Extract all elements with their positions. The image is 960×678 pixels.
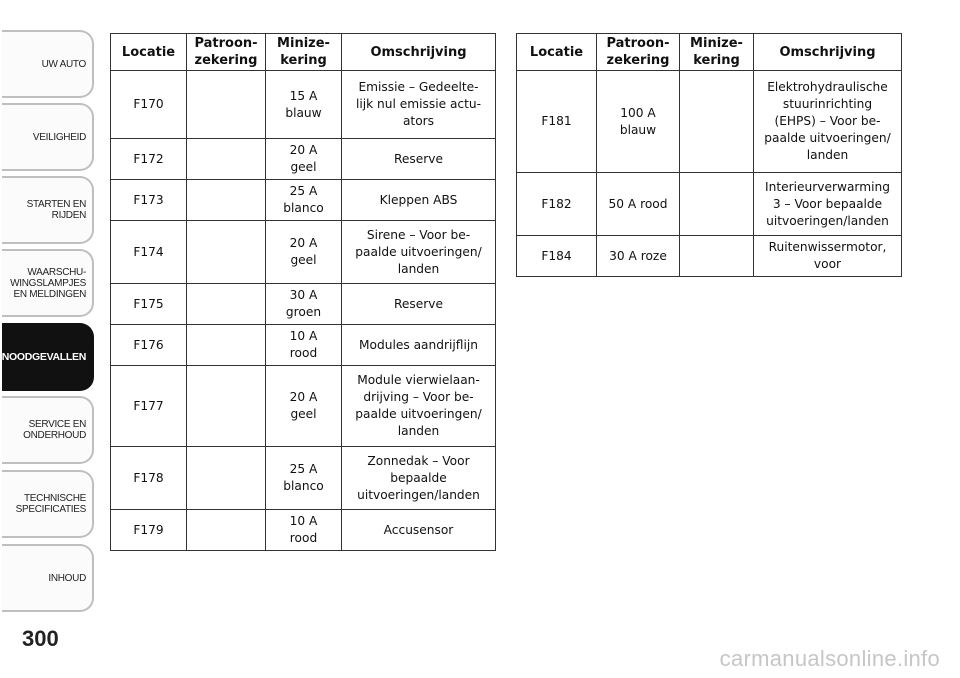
cell-minizekering: 25 A blanco	[266, 180, 342, 221]
cell-minizekering	[680, 71, 754, 173]
cell-patroonzekering	[187, 447, 266, 510]
cell-patroonzekering	[187, 325, 266, 366]
table-row	[111, 221, 496, 284]
cell-patroonzekering	[187, 366, 266, 447]
col-header-omschrijving: Omschrijving	[754, 34, 902, 71]
cell-omschrijving: Sirene – Voor be- paalde uitvoeringen/ landen	[342, 221, 496, 284]
cell-minizekering	[680, 236, 754, 277]
cell-omschrijving: Zonnedak – Voor bepaalde uitvoeringen/landen	[342, 447, 496, 510]
table-row	[111, 447, 496, 510]
table-row	[111, 284, 496, 325]
cell-locatie: F175	[111, 284, 187, 325]
cell-minizekering: 25 A blanco	[266, 447, 342, 510]
col-header-minizekering: Minize- kering	[266, 34, 342, 71]
col-header-minizekering: Minize- kering	[680, 34, 754, 71]
cell-locatie: F181	[517, 71, 597, 173]
cell-locatie: F172	[111, 139, 187, 180]
col-header-patroonzekering: Patroon- zekering	[597, 34, 680, 71]
cell-omschrijving: Emissie – Gedeelte- lijk nul emissie actu- ators	[342, 71, 496, 139]
cell-patroonzekering: 30 A roze	[597, 236, 680, 277]
cell-patroonzekering	[187, 139, 266, 180]
table-header-row	[111, 34, 496, 71]
chapter-tab-5[interactable]: SERVICE EN ONDERHOUD	[2, 396, 94, 464]
cell-omschrijving: Kleppen ABS	[342, 180, 496, 221]
cell-minizekering: 20 A geel	[266, 221, 342, 284]
cell-omschrijving: Reserve	[342, 139, 496, 180]
cell-locatie: F173	[111, 180, 187, 221]
watermark: carmanualsonline.info	[719, 646, 940, 671]
cell-minizekering: 10 A rood	[266, 510, 342, 551]
chapter-tab-6[interactable]: TECHNISCHE SPECIFICATIES	[2, 470, 94, 538]
chapter-tab-3[interactable]: WAARSCHU- WINGSLAMPJES EN MELDINGEN	[2, 249, 94, 317]
cell-minizekering: 20 A geel	[266, 366, 342, 447]
cell-locatie: F179	[111, 510, 187, 551]
cell-patroonzekering	[187, 71, 266, 139]
chapter-tab-7[interactable]: INHOUD	[2, 544, 94, 612]
col-header-patroonzekering: Patroon- zekering	[187, 34, 266, 71]
cell-patroonzekering	[187, 284, 266, 325]
cell-minizekering: 20 A geel	[266, 139, 342, 180]
cell-omschrijving: Modules aandrijflijn	[342, 325, 496, 366]
cell-minizekering	[680, 173, 754, 236]
chapter-tab-2[interactable]: STARTEN EN RIJDEN	[2, 176, 94, 244]
cell-locatie: F178	[111, 447, 187, 510]
col-header-locatie: Locatie	[111, 34, 187, 71]
cell-omschrijving: Interieurverwarming 3 – Voor bepaalde uitvoeringen/landen	[754, 173, 902, 236]
fuse-table-right	[516, 33, 902, 277]
cell-minizekering: 30 A groen	[266, 284, 342, 325]
cell-patroonzekering	[187, 180, 266, 221]
cell-patroonzekering	[187, 510, 266, 551]
cell-locatie: F177	[111, 366, 187, 447]
table-row	[517, 71, 902, 173]
table-row	[111, 139, 496, 180]
cell-patroonzekering: 50 A rood	[597, 173, 680, 236]
cell-omschrijving: Elektrohydraulische stuurinrichting (EHPS) – Voor be- paalde uitvoeringen/ landen	[754, 71, 902, 173]
cell-omschrijving: Accusensor	[342, 510, 496, 551]
fuse-table-left	[110, 33, 496, 551]
table-row	[111, 510, 496, 551]
cell-omschrijving: Ruitenwissermotor, voor	[754, 236, 902, 277]
cell-locatie: F184	[517, 236, 597, 277]
cell-patroonzekering	[187, 221, 266, 284]
table-row	[111, 325, 496, 366]
chapter-tab-0[interactable]: UW AUTO	[2, 30, 94, 98]
table-header-row	[517, 34, 902, 71]
cell-locatie: F170	[111, 71, 187, 139]
col-header-omschrijving: Omschrijving	[342, 34, 496, 71]
table-row	[517, 236, 902, 277]
cell-omschrijving: Reserve	[342, 284, 496, 325]
cell-locatie: F176	[111, 325, 187, 366]
cell-locatie: F174	[111, 221, 187, 284]
page-number: 300	[22, 626, 59, 651]
cell-minizekering: 10 A rood	[266, 325, 342, 366]
col-header-locatie: Locatie	[517, 34, 597, 71]
table-row	[517, 173, 902, 236]
cell-patroonzekering: 100 A blauw	[597, 71, 680, 173]
cell-omschrijving: Module vierwielaan- drijving – Voor be- paalde uitvoeringen/ landen	[342, 366, 496, 447]
cell-minizekering: 15 A blauw	[266, 71, 342, 139]
table-row	[111, 180, 496, 221]
chapter-tab-4[interactable]: NOODGEVALLEN	[2, 323, 94, 391]
chapter-tab-1[interactable]: VEILIGHEID	[2, 103, 94, 171]
cell-locatie: F182	[517, 173, 597, 236]
table-row	[111, 366, 496, 447]
table-row	[111, 71, 496, 139]
